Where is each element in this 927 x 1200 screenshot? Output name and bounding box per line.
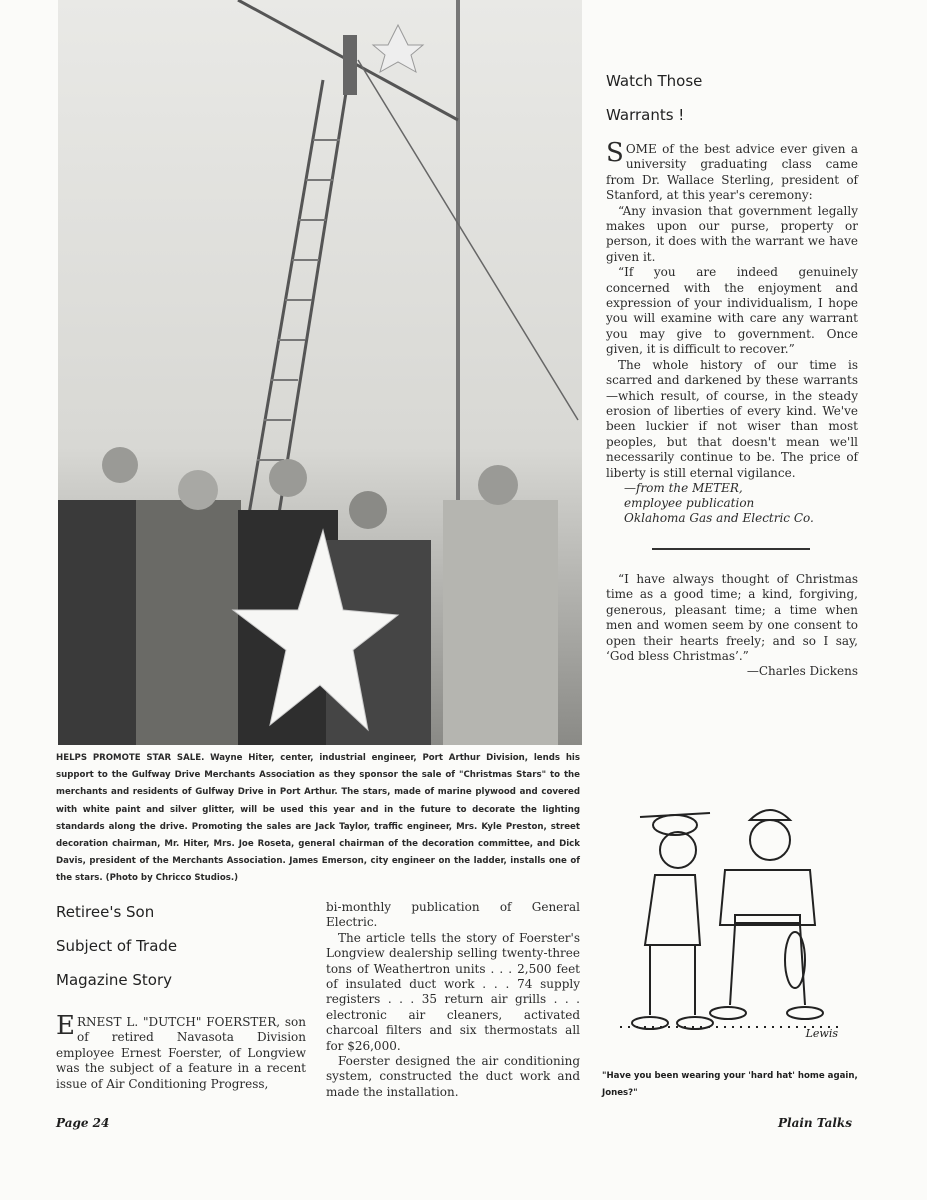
paragraph: bi-monthly publication of General Electric. <box>326 900 580 930</box>
paragraph: “Any invasion that government legally makes upon our purse, property or person, it does with the warrant we have given it. <box>606 203 858 264</box>
watch-article <box>606 138 858 526</box>
dickens-quote <box>606 572 858 680</box>
retiree-headline <box>56 895 306 997</box>
watch-headline <box>606 64 702 132</box>
paragraph: OME of the best advice ever given a university graduating class came from Dr. Wallace Sterling, president of Stanford, at this year's ceremony: <box>606 142 858 203</box>
attribution-line: Oklahoma Gas and Electric Co. <box>624 510 814 525</box>
headline-line: Retiree's Son <box>56 903 155 921</box>
attribution-line: employee publication <box>624 495 755 510</box>
headline-line: Watch Those <box>606 72 703 90</box>
hard-hat-cartoon <box>600 795 860 1055</box>
paragraph: Foerster designed the air conditioning system, constructed the duct work and made the installation. <box>326 1054 580 1099</box>
quote-author: —Charles Dickens <box>746 664 858 679</box>
quote-text: “I have always thought of Christmas time as a good time; a kind, forgiving, generous, pleasant time; a time when men and women seem by one consent to open their hearts freely; and so I say, ‘God bless Christmas’.” <box>606 572 858 664</box>
page-number: Page 24 <box>56 1116 110 1130</box>
cartoonist-signature: Lewis <box>805 1027 838 1040</box>
paragraph: The whole history of our time is scarred and darkened by these warrants—which result, of course, in the steady erosion of liberties of every kind. We've been luckier if not wiser than most peoples, but that doesn't mean we'll necessarily continue to be. The price of liberty is still eternal vigilance. <box>606 357 858 480</box>
photo-illustration <box>58 0 582 745</box>
drop-cap: S <box>606 138 624 168</box>
cartoon-drawing <box>600 795 860 1055</box>
retiree-column-2 <box>326 900 580 1100</box>
headline-line: Warrants ! <box>606 106 685 124</box>
headline-line: Magazine Story <box>56 971 173 989</box>
drop-cap: E <box>56 1011 75 1041</box>
retiree-column-1 <box>56 1011 306 1092</box>
photo-caption: HELPS PROMOTE STAR SALE. Wayne Hiter, center, industrial engineer, Port Arthur Division, lends his support to the Gulfway Drive Merchants Association as they sponsor the sale of "Christmas Stars" to the merchants and residents of Gulfway Drive in Port Arthur. The stars, made of marine plywood and covered with white paint and silver glitter, will be used this year and in the future to decorate the lighting standards along the drive. Promoting the sales are Jack Taylor, traffic engineer, Mrs. Kyle Preston, street decoration chairman, Mr. Hiter, Mrs. Joe Roseta, general chairman of the decoration committee, and Dick Davis, president of the Merchants Association. James Emerson, city engineer on the ladder, installs one of the stars. (Photo by Chricco Studios.) <box>56 753 580 884</box>
attribution-line: —from the METER, <box>624 480 743 495</box>
section-divider <box>652 548 810 550</box>
paragraph: “If you are indeed genuinely concerned with the enjoyment and expression of your individualism, I hope you will examine with care any warrant you may give to government. Once given, it is difficult to recover.” <box>606 265 858 357</box>
photo-star-installation <box>58 0 582 745</box>
publication-name: Plain Talks <box>777 1116 852 1130</box>
paragraph: RNEST L. "DUTCH" FOERSTER, son of retired Navasota Division employee Ernest Foerster, of Longview was the subject of a feature in a recent issue of Air Conditioning Progress, <box>56 1015 306 1091</box>
paragraph: The article tells the story of Foerster's Longview dealership selling twenty-three tons of Weathertron units . . . 2,500 feet of insulated duct work . . . 74 supply registers . . . 35 return air grills . . . electronic air cleaners, activated charcoal filters and six thermostats all for $26,000. <box>326 930 580 1053</box>
cartoon-caption: "Have you been wearing your 'hard hat' home again, Jones?" <box>602 1071 858 1098</box>
headline-line: Subject of Trade <box>56 937 178 955</box>
